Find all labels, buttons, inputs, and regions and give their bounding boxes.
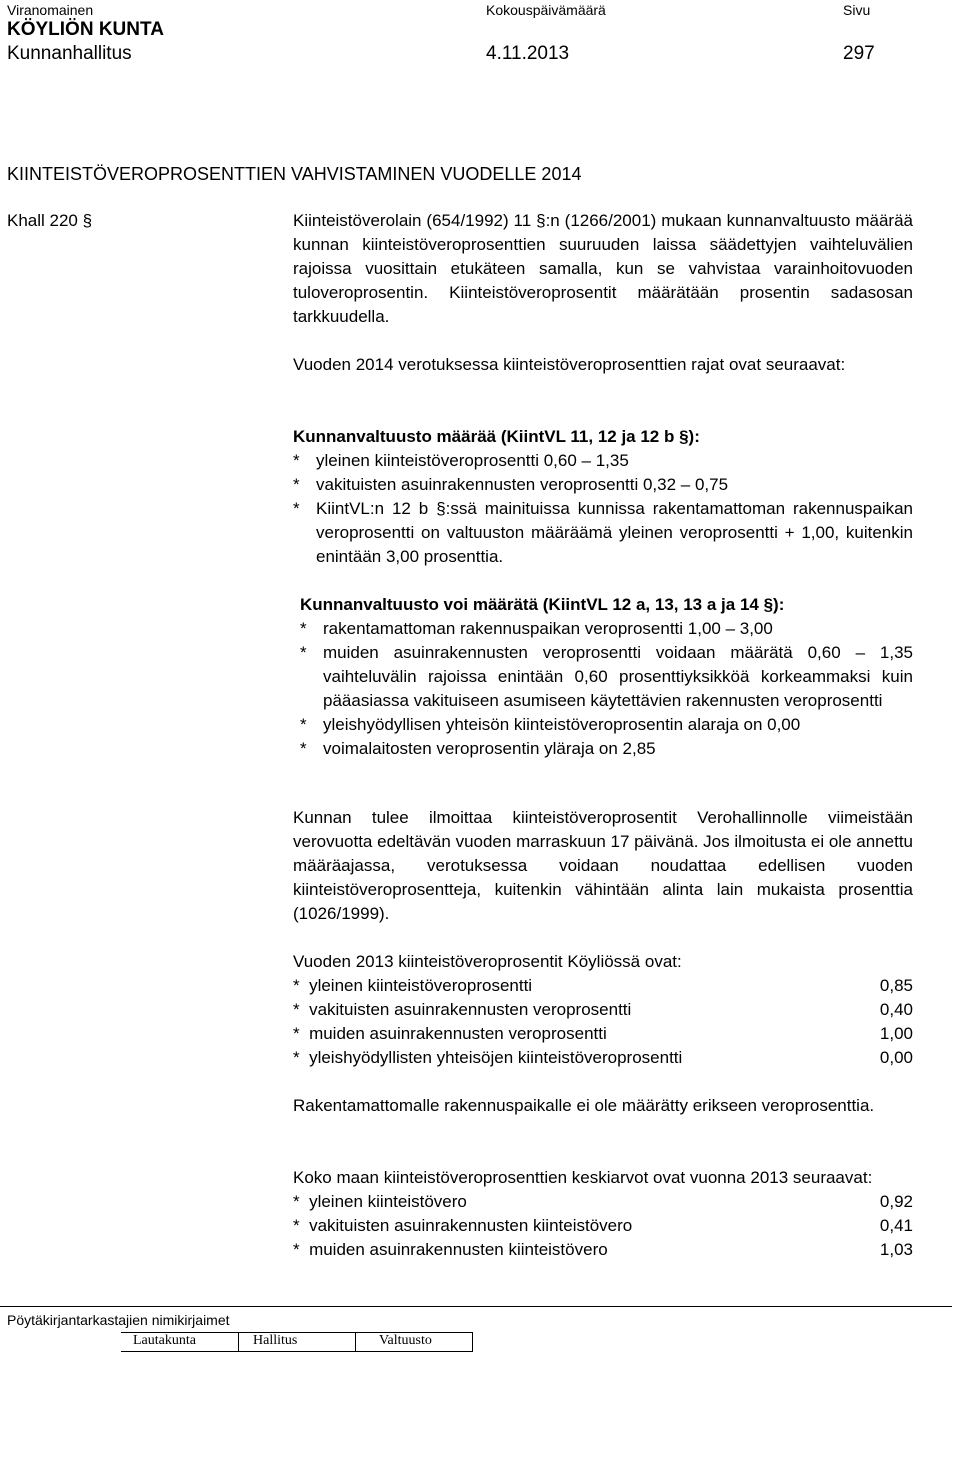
- meeting-date: 4.11.2013: [486, 43, 570, 64]
- table-row: * vakituisten asuinrakennusten kiinteistövero 0,41: [293, 1216, 913, 1235]
- list-item: * vakituisten asuinrakennusten veroprosentti 0,32 – 0,75: [293, 475, 729, 494]
- may-heading: Kunnanvaltuusto voi määrätä (KiintVL 12 a, 13, 13 a ja 14 §):: [300, 595, 785, 614]
- label-authority: Viranomainen: [7, 2, 94, 18]
- label-meeting-date: Kokouspäivämäärä: [486, 2, 606, 18]
- list-item: * voimalaitosten veroprosentin yläraja on 2,85: [300, 739, 656, 758]
- footer-cell-valtuusto: Valtuusto: [379, 1333, 432, 1348]
- body-name: Kunnanhallitus: [7, 43, 132, 64]
- list-item: * yleishyödyllisen yhteisön kiinteistöveroprosentin alaraja on 0,00: [300, 715, 801, 734]
- footer-cell-lautakunta: Lautakunta: [133, 1333, 196, 1348]
- footer-cell-hallitus: Hallitus: [253, 1333, 298, 1348]
- limits-intro: Vuoden 2014 verotuksessa kiinteistöveroprosenttien rajat ovat seuraavat:: [293, 355, 846, 374]
- label-page: Sivu: [843, 2, 871, 18]
- case-reference: Khall 220 §: [7, 211, 93, 230]
- table-row: * yleinen kiinteistöveroprosentti 0,85: [293, 976, 913, 995]
- table-row: * yleinen kiinteistövero 0,92: [293, 1192, 913, 1211]
- table-row: * muiden asuinrakennusten veroprosentti 1,00: [293, 1024, 913, 1043]
- list-item: * muiden asuinrakennusten veroprosentti voidaan määrätä 0,60 – 1,35 vaihteluvälin rajoissa enintään 0,60 prosenttiyksikköä korkeammaksi kuin pääasiassa vakituiseen asumiseen käytettävien rakennusten veroprosentti: [300, 643, 913, 710]
- document-title: KIINTEISTÖVEROPROSENTTIEN VAHVISTAMINEN VUODELLE 2014: [7, 164, 582, 184]
- page-number: 297: [843, 43, 875, 64]
- footer-divider: [0, 1306, 952, 1307]
- table-row: * vakituisten asuinrakennusten veroprosentti 0,40: [293, 1000, 913, 1019]
- organization-name: KÖYLIÖN KUNTA: [7, 19, 164, 40]
- footer-initials-label: Pöytäkirjantarkastajien nimikirjaimet: [7, 1312, 230, 1328]
- may-section: [300, 593, 913, 761]
- list-item: * yleinen kiinteistöveroprosentti 0,60 – 1,35: [293, 451, 629, 470]
- current-rates: [293, 950, 913, 1070]
- list-item: * KiintVL:n 12 b §:ssä mainituissa kunnissa rakentamattoman rakennuspaikan veroprosentti on valtuuston määräämä yleinen veroprosentti + 1,00, kuitenkin enintään 3,00 prosenttia.: [293, 499, 913, 566]
- list-item: * rakentamattoman rakennuspaikan veroprosentti 1,00 – 3,00: [300, 619, 773, 638]
- notice-paragraph: Kunnan tulee ilmoittaa kiinteistöveroprosentit Verohallinnolle viimeistään verovuotta edeltävän vuoden marraskuun 17 päivänä. Jos ilmoitusta ei ole annettu määräajassa, verotuksessa voidaan noudattaa edellisen vuoden kiinteistöveroprosentteja, kuitenkin vähintään alinta lain mukaista prosenttia (1026/1999).: [293, 808, 913, 923]
- unbuilt-note: Rakentamattomalle rakennuspaikalle ei ole määrätty erikseen veroprosenttia.: [293, 1096, 875, 1115]
- intro-paragraph: Kiinteistöverolain (654/1992) 11 §:n (1266/2001) mukaan kunnanvaltuusto määrää kunnan kiinteistöveroprosenttien suuruuden laissa säädettyjen vaihteluvälien rajoissa vuosittain etukäteen samalla, kun se vahvistaa varainhoitovuoden tuloveroprosentin. Kiinteistöveroprosentit määrätään prosentin sadasosan tarkkuudella.: [293, 211, 913, 326]
- must-heading: Kunnanvaltuusto määrää (KiintVL 11, 12 ja 12 b §):: [293, 427, 700, 446]
- national-heading: Koko maan kiinteistöveroprosenttien keskiarvot ovat vuonna 2013 seuraavat:: [293, 1168, 873, 1187]
- table-row: * muiden asuinrakennusten kiinteistövero 1,03: [293, 1240, 913, 1259]
- current-heading: Vuoden 2013 kiinteistöveroprosentit Köyliössä ovat:: [293, 952, 682, 971]
- national-averages: [293, 1166, 913, 1262]
- must-section: [293, 425, 913, 569]
- table-row: * yleishyödyllisten yhteisöjen kiinteistöveroprosentti 0,00: [293, 1048, 913, 1067]
